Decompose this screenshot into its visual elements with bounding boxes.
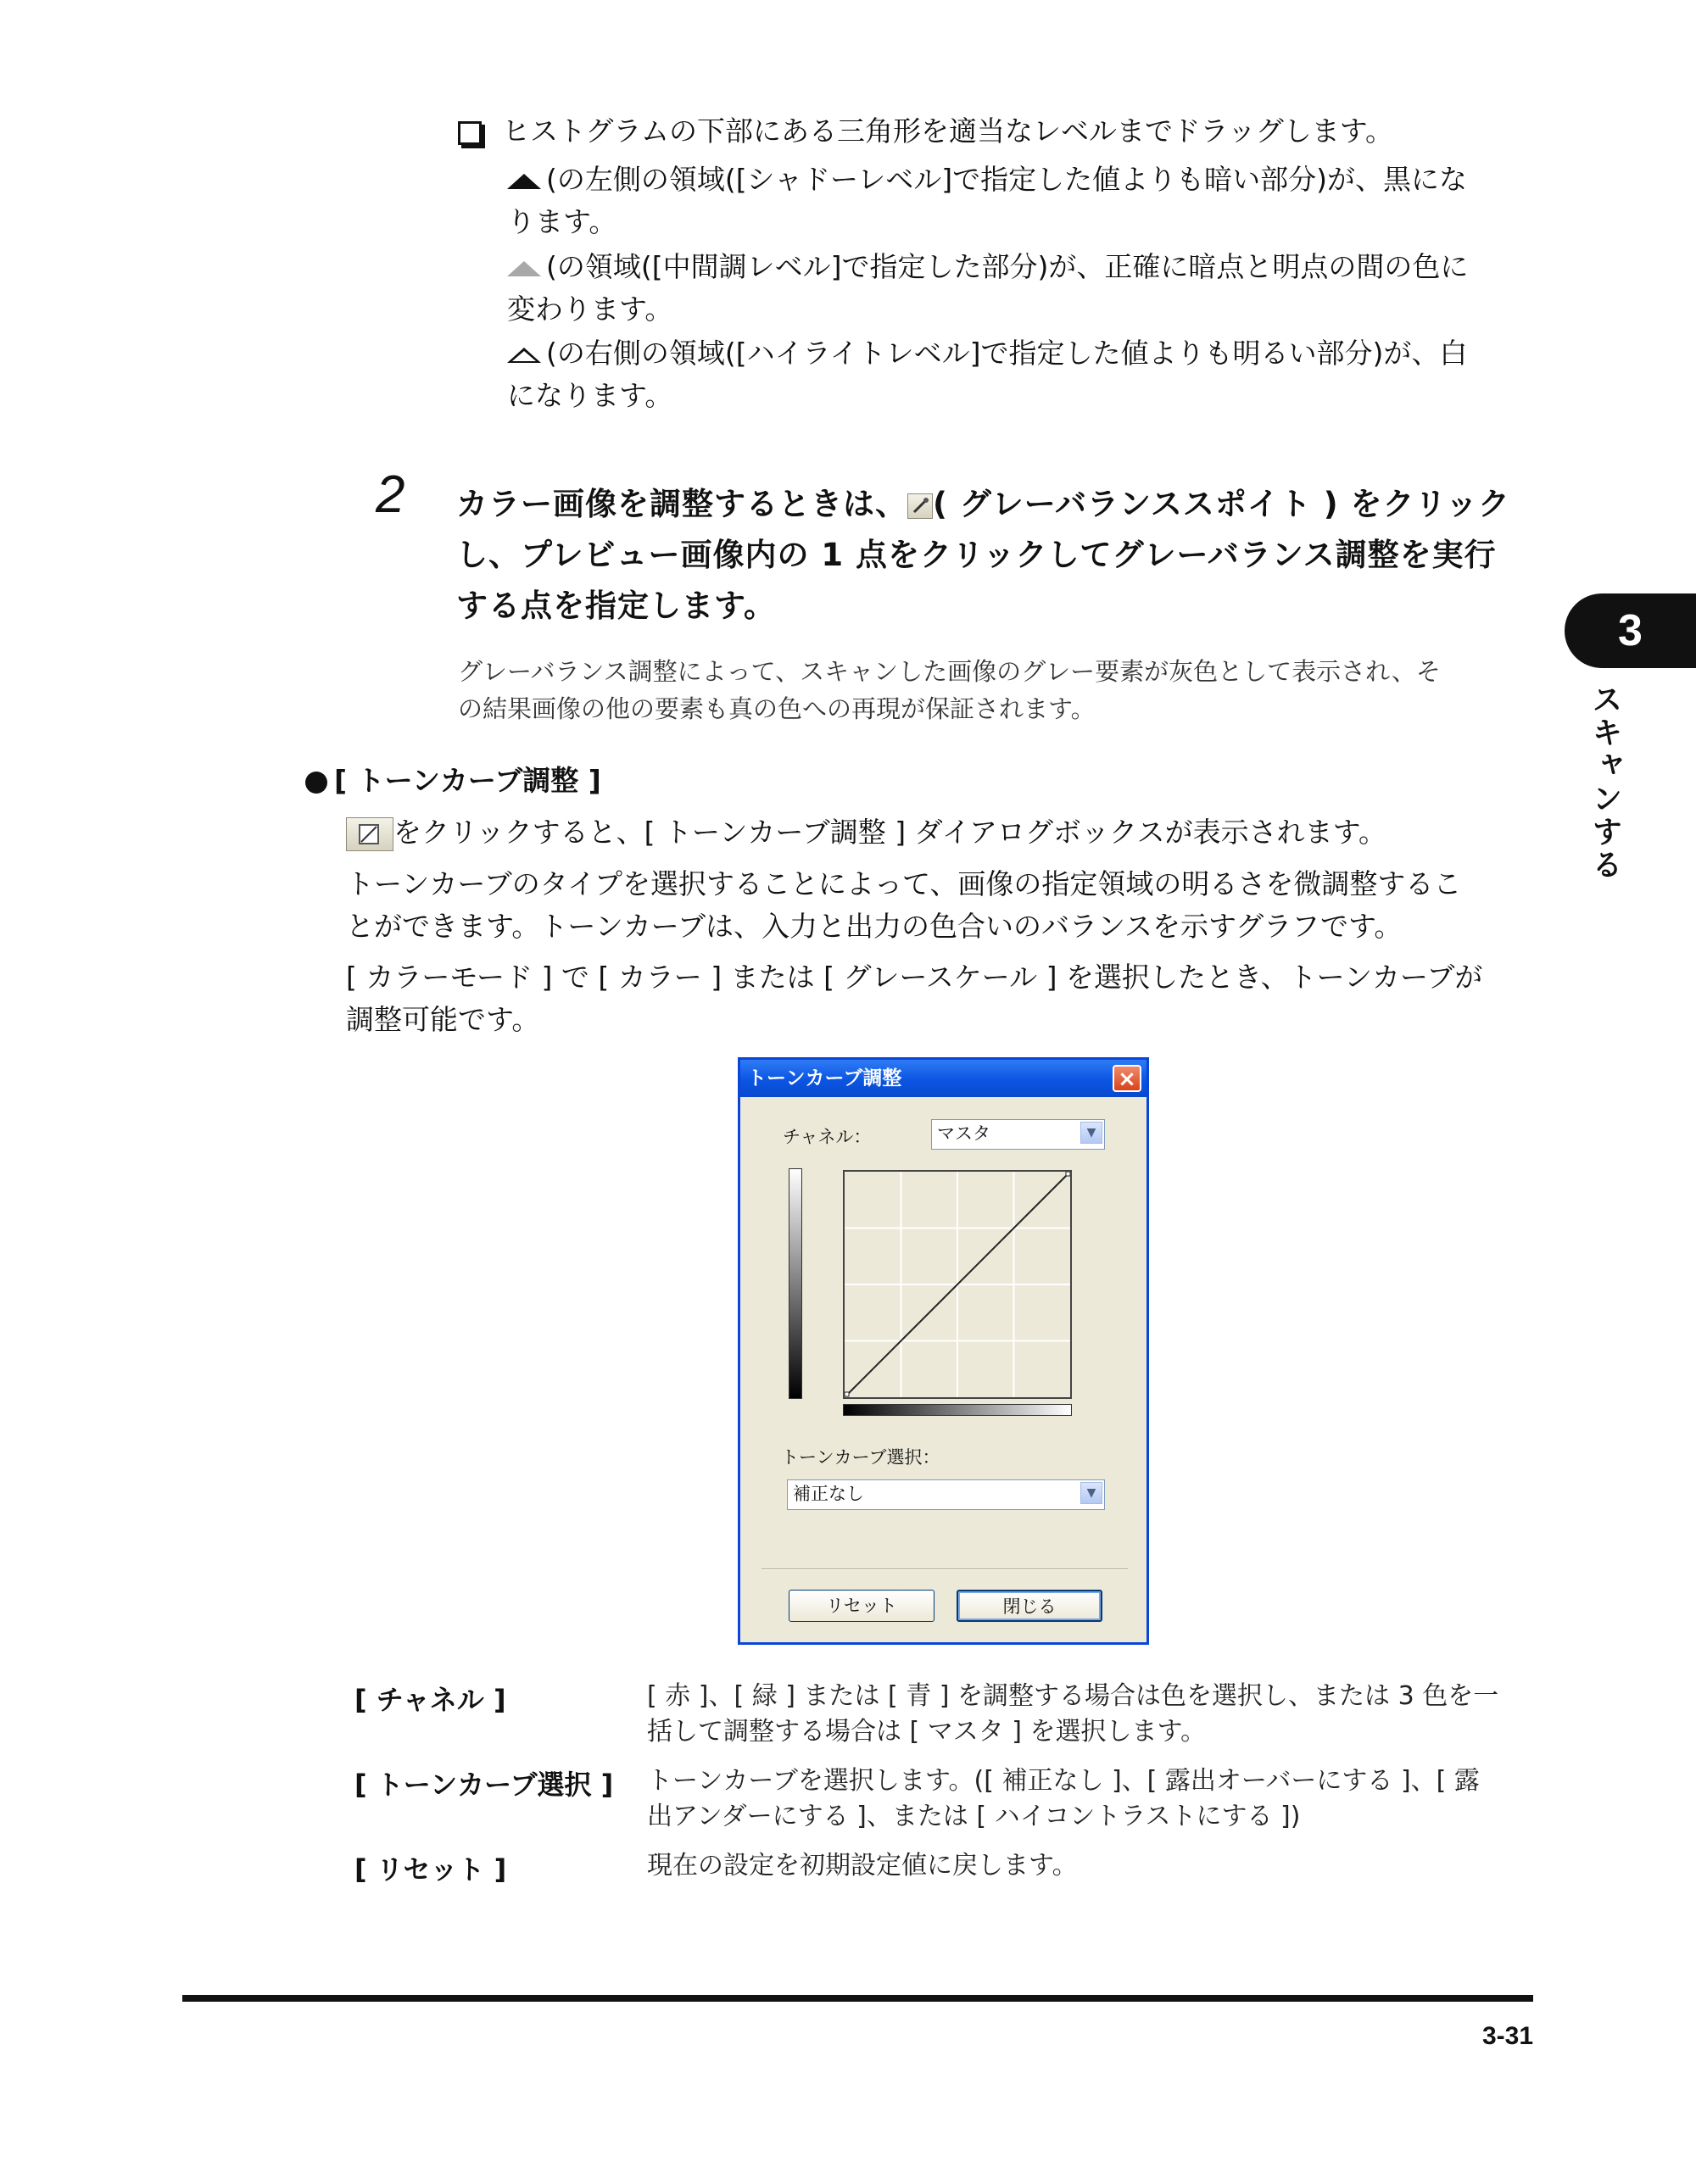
section-para3: [ カラーモード ] で [ カラー ] または [ グレースケール ] を選択したとき、トーンカーブが 調整可能です。: [346, 961, 1483, 1036]
dialog-titlebar[interactable]: [740, 1060, 1146, 1097]
sub-gray: (の領域([中間調レベル]で指定した部分)が、正確に暗点と明点の間の色に 変わります。: [507, 250, 1469, 326]
def-term-channel: [ チャネル ]: [354, 1684, 506, 1716]
tone-curve-button-icon[interactable]: [346, 817, 393, 851]
close-icon[interactable]: ×: [1113, 1065, 1141, 1092]
tone-curve-dialog: [738, 1057, 1149, 1645]
curve-select[interactable]: 補正なし ▼: [787, 1479, 1105, 1510]
curve-select-label: トーンカーブ選択：: [781, 1447, 940, 1468]
def-desc-reset: 現在の設定を初期設定値に戻します。: [647, 1851, 1078, 1880]
page-number: 3-31: [1481, 2022, 1533, 2050]
step-note: グレーバランス調整によって、スキャンした画像のグレー要素が灰色として表示され、そ の結果画像の他の要素も真の色への再現が保証されます。: [458, 657, 1441, 723]
channel-select[interactable]: マスタ ▼: [931, 1119, 1105, 1150]
def-desc-channel: [ 赤 ]、[ 緑 ] または [ 青 ] を調整する場合は色を選択し、または 3 色を一 括して調整する場合は [ マスタ ] を選択します。: [647, 1681, 1499, 1747]
step-instruction: カラー画像を調整するときは、 ( グレーバランススポイト ) をクリック し、プレビュー画像内の 1 点をクリックしてグレーバランス調整を実行 する点を指定します。: [456, 486, 1511, 624]
reset-button[interactable]: リセット: [789, 1590, 934, 1622]
gray-triangle-icon: [507, 261, 541, 276]
def-desc-curve: トーンカーブを選択します。([ 補正なし ]、[ 露出オーバーにする ]、[ 露 出アンダーにする ]、または [ ハイコントラストにする ]): [647, 1766, 1480, 1831]
footer-rule: [182, 1995, 1533, 2002]
eyedropper-icon: [907, 493, 933, 519]
dialog-divider: [762, 1568, 1128, 1570]
bullet-line: ヒストグラムの下部にある三角形を適当なレベルまでドラッグします。: [458, 110, 1393, 153]
section-heading: [ トーンカーブ調整 ]: [305, 759, 601, 799]
chapter-tab: 3: [1565, 593, 1696, 668]
black-triangle-icon: [507, 174, 541, 189]
tone-curve-graph[interactable]: [843, 1170, 1072, 1399]
chevron-down-icon[interactable]: ▼: [1080, 1122, 1102, 1144]
sub-white: (の右側の領域([ハイライトレベル]で指定した値よりも明るい部分)が、白 になります。: [507, 337, 1468, 412]
def-term-reset: [ リセット ]: [354, 1853, 507, 1886]
input-gradient-bar: [843, 1404, 1072, 1416]
white-triangle-icon: [507, 348, 541, 363]
section-para2: トーンカーブのタイプを選択することによって、画像の指定領域の明るさを微調整するこ とができます。トーンカーブは、入力と出力の色合いのバランスを示すグラフです。: [346, 867, 1462, 943]
chevron-down-icon[interactable]: ▼: [1080, 1482, 1102, 1504]
output-gradient-bar: [789, 1168, 802, 1399]
step-number: 2: [376, 465, 405, 524]
def-term-curve: [ トーンカーブ選択 ]: [354, 1769, 614, 1801]
chapter-label: スキャンする: [1587, 683, 1622, 882]
close-button[interactable]: 閉じる: [957, 1590, 1102, 1622]
sub-black: (の左側の領域([シャドーレベル]で指定した値よりも暗い部分)が、黒にな ります。: [507, 163, 1468, 238]
section-para1: をクリックすると、[ トーンカーブ調整 ] ダイアログボックスが表示されます。: [346, 811, 1386, 854]
channel-label: チャネル：: [783, 1127, 872, 1147]
bullet-dot-icon: [305, 772, 327, 794]
dialog-title: トーンカーブ調整: [747, 1067, 902, 1089]
checkbox-bullet-icon: [458, 121, 482, 145]
